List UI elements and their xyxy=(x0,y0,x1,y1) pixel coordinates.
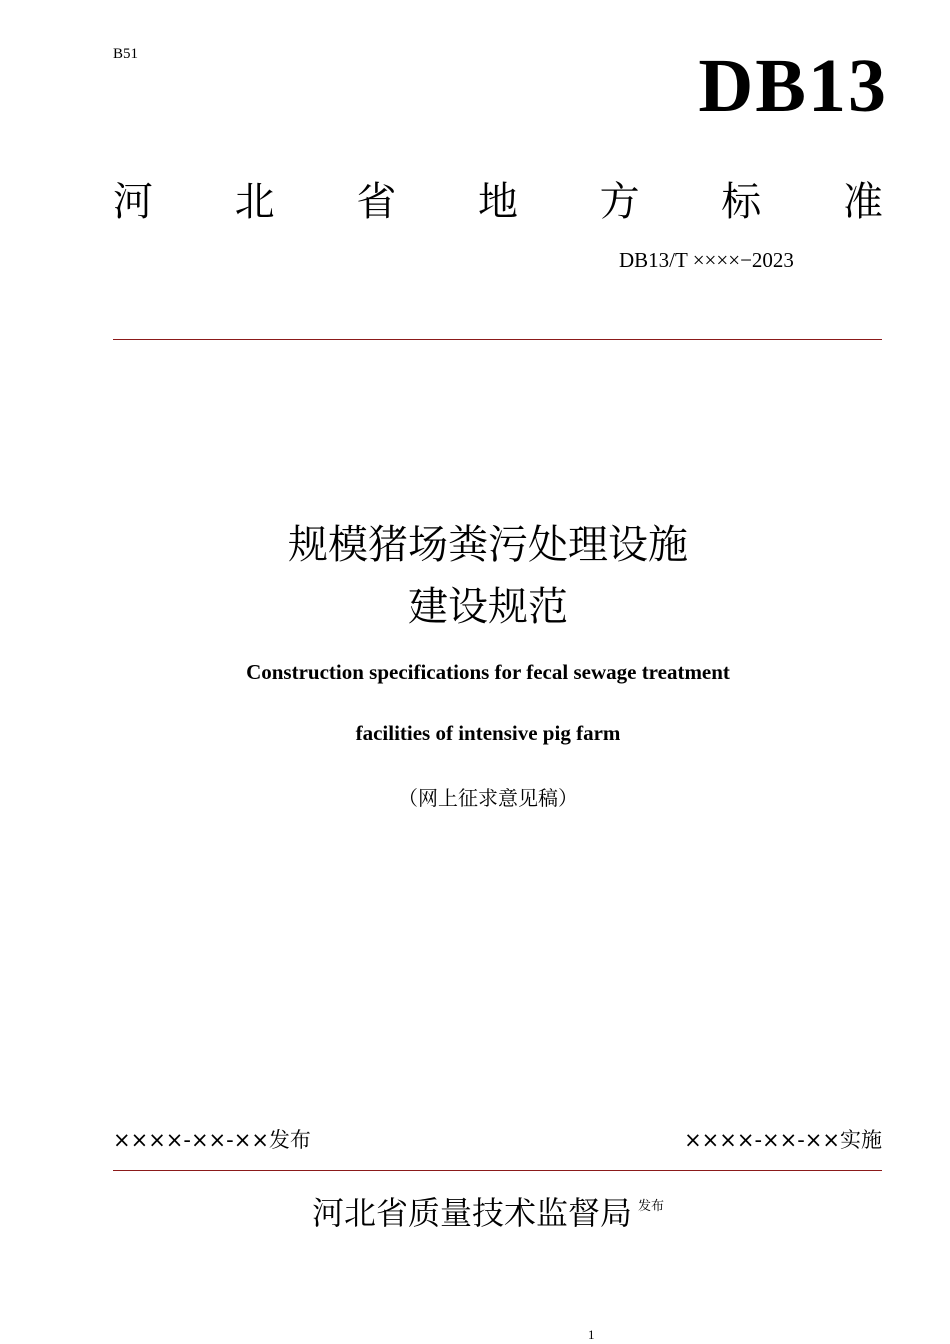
standard-type-char: 方 xyxy=(599,179,640,225)
standard-logo: DB13 xyxy=(698,44,888,128)
chinese-title-line-2: 建设规范 xyxy=(408,584,568,630)
english-title-line-2: facilities of intensive pig farm xyxy=(355,721,621,745)
standard-number: DB13/T ××××−2023 xyxy=(619,248,794,272)
standard-type-char: 地 xyxy=(477,179,518,225)
top-divider xyxy=(113,339,882,340)
draft-note: （网上征求意见稿） xyxy=(398,788,578,810)
issue-date: ××××-××-××发布 xyxy=(113,1128,311,1152)
chinese-title-line-1: 规模猪场粪污处理设施 xyxy=(288,522,688,568)
english-title-line-1: Construction specifications for fecal sewage treatment xyxy=(246,660,730,684)
publisher xyxy=(0,1188,950,1234)
standard-type-char: 准 xyxy=(842,179,883,225)
standard-type-char: 标 xyxy=(721,179,762,225)
implementation-date: ××××-××-××实施 xyxy=(684,1128,882,1152)
standard-type xyxy=(113,176,883,228)
bottom-divider xyxy=(113,1170,882,1171)
standard-type-char: 省 xyxy=(356,179,397,225)
standard-type-char: 河 xyxy=(113,179,153,225)
chinese-title xyxy=(0,514,950,638)
publisher-suffix: 发布 xyxy=(638,1199,665,1214)
page-number: 1 xyxy=(588,1327,595,1342)
publisher-name: 河北省质量技术监督局 xyxy=(311,1194,632,1232)
standard-type-char: 北 xyxy=(234,179,275,225)
classification-code: B51 xyxy=(113,46,139,62)
